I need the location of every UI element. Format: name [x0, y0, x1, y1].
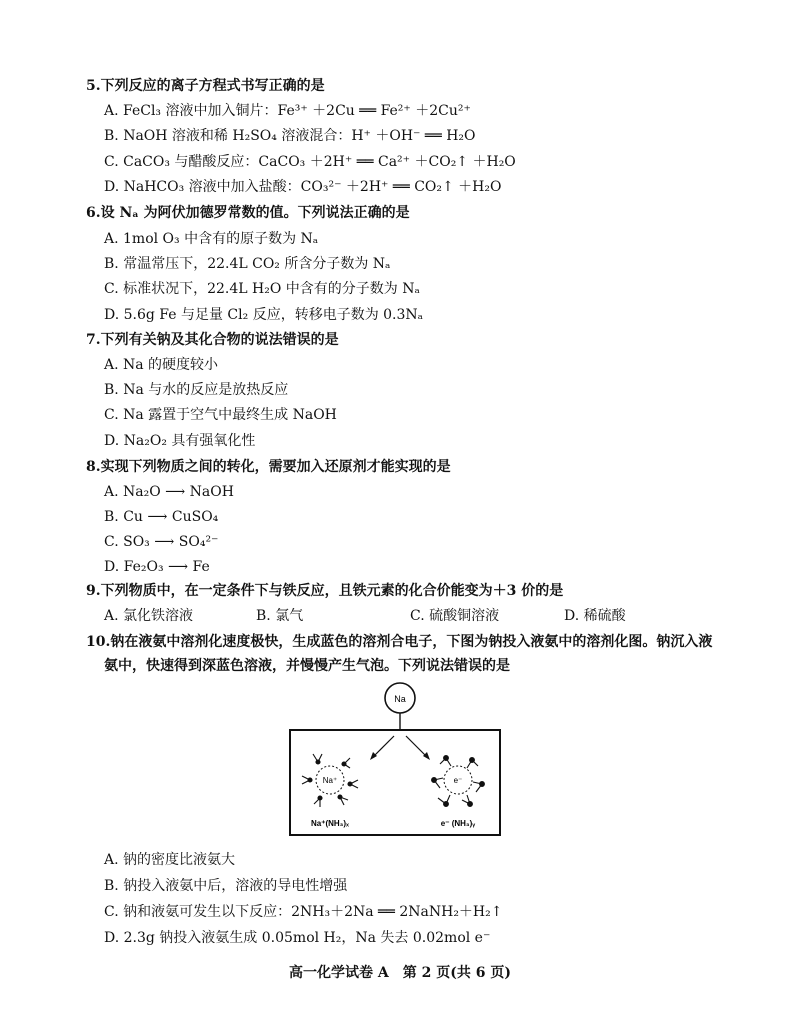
question-5-option-a: A. FeCl₃ 溶液中加入铜片：Fe³⁺ ＋2Cu ══ Fe²⁺ ＋2Cu²⁺: [104, 103, 471, 119]
question-8-stem: 8.实现下列物质之间的转化，需要加入还原剂才能实现的是: [86, 459, 451, 475]
arrow-left: [373, 736, 394, 757]
arrow-right-head: [423, 752, 430, 760]
page-footer: 高一化学试卷 A 第 2 页(共 6 页): [289, 965, 511, 981]
question-6-option-c: C. 标准状况下，22.4L H₂O 中含有的分子数为 Nₐ: [104, 281, 420, 297]
sodium-ion-label: Na⁺: [322, 776, 338, 785]
question-7-option-b: B. Na 与水的反应是放热反应: [104, 382, 289, 398]
question-5-stem: 5.下列反应的离子方程式书写正确的是: [86, 78, 325, 94]
question-9-option-d: D. 稀硫酸: [564, 608, 626, 624]
question-9-option-a: A. 氯化铁溶液: [104, 608, 194, 624]
solvated-electron-caption: e⁻ (NH₃)ᵧ: [440, 819, 476, 828]
question-10-option-b: B. 钠投入液氨中后，溶液的导电性增强: [104, 878, 348, 894]
question-10-option-a: A. 钠的密度比液氨大: [104, 852, 236, 868]
question-5-option-b: B. NaOH 溶液和稀 H₂SO₄ 溶液混合：H⁺ ＋OH⁻ ══ H₂O: [104, 128, 476, 144]
question-9-option-c: C. 硫酸铜溶液: [410, 608, 500, 624]
question-7-option-d: D. Na₂O₂ 具有强氧化性: [104, 433, 256, 449]
solvated-sodium-caption: Na⁺(NH₃)ₓ: [311, 819, 349, 828]
question-10-stem-line-1: 10.钠在液氨中溶剂化速度极快，生成蓝色的溶剂合电子，下图为钠投入液氨中的溶剂化图。钠沉入液: [86, 634, 713, 650]
question-6-option-b: B. 常温常压下，22.4L CO₂ 所含分子数为 Nₐ: [104, 256, 391, 272]
question-7-stem: 7.下列有关钠及其化合物的说法错误的是: [86, 332, 339, 348]
electron-label: e⁻: [453, 776, 463, 785]
question-5-option-c: C. CaCO₃ 与醋酸反应：CaCO₃ ＋2H⁺ ══ Ca²⁺ ＋CO₂↑ ＋H₂O: [104, 154, 516, 170]
question-6-option-d: D. 5.6g Fe 与足量 Cl₂ 反应，转移电子数为 0.3Nₐ: [104, 307, 424, 323]
question-5-option-d: D. NaHCO₃ 溶液中加入盐酸：CO₃²⁻ ＋2H⁺ ══ CO₂↑ ＋H₂O: [104, 179, 502, 195]
question-10-stem-line-2: 氨中，快速得到深蓝色溶液，并慢慢产生气泡。下列说法错误的是: [104, 658, 510, 674]
question-6-stem: 6.设 Nₐ 为阿伏加德罗常数的值。下列说法正确的是: [86, 205, 410, 221]
arrow-right: [406, 736, 427, 757]
question-6-option-a: A. 1mol O₃ 中含有的原子数为 Nₐ: [104, 231, 319, 247]
sodium-atom-label: Na: [394, 694, 406, 704]
question-8-option-c: C. SO₃ ⟶ SO₄²⁻: [104, 534, 219, 550]
question-9-option-b: B. 氯气: [256, 608, 304, 624]
question-7-option-a: A. Na 的硬度较小: [104, 357, 219, 373]
question-8-option-b: B. Cu ⟶ CuSO₄: [104, 509, 219, 525]
question-10-option-c: C. 钠和液氨可发生以下反应：2NH₃＋2Na ══ 2NaNH₂＋H₂↑: [104, 904, 503, 920]
sodium-solvation-diagram: [270, 680, 510, 840]
question-9-stem: 9.下列物质中，在一定条件下与铁反应，且铁元素的化合价能变为＋3 价的是: [86, 583, 564, 599]
arrow-left-head: [370, 752, 377, 760]
question-8-option-a: A. Na₂O ⟶ NaOH: [104, 484, 234, 500]
question-8-option-d: D. Fe₂O₃ ⟶ Fe: [104, 559, 210, 575]
question-10-option-d: D. 2.3g 钠投入液氨生成 0.05mol H₂，Na 失去 0.02mol e⁻: [104, 930, 491, 946]
question-7-option-c: C. Na 露置于空气中最终生成 NaOH: [104, 407, 337, 423]
